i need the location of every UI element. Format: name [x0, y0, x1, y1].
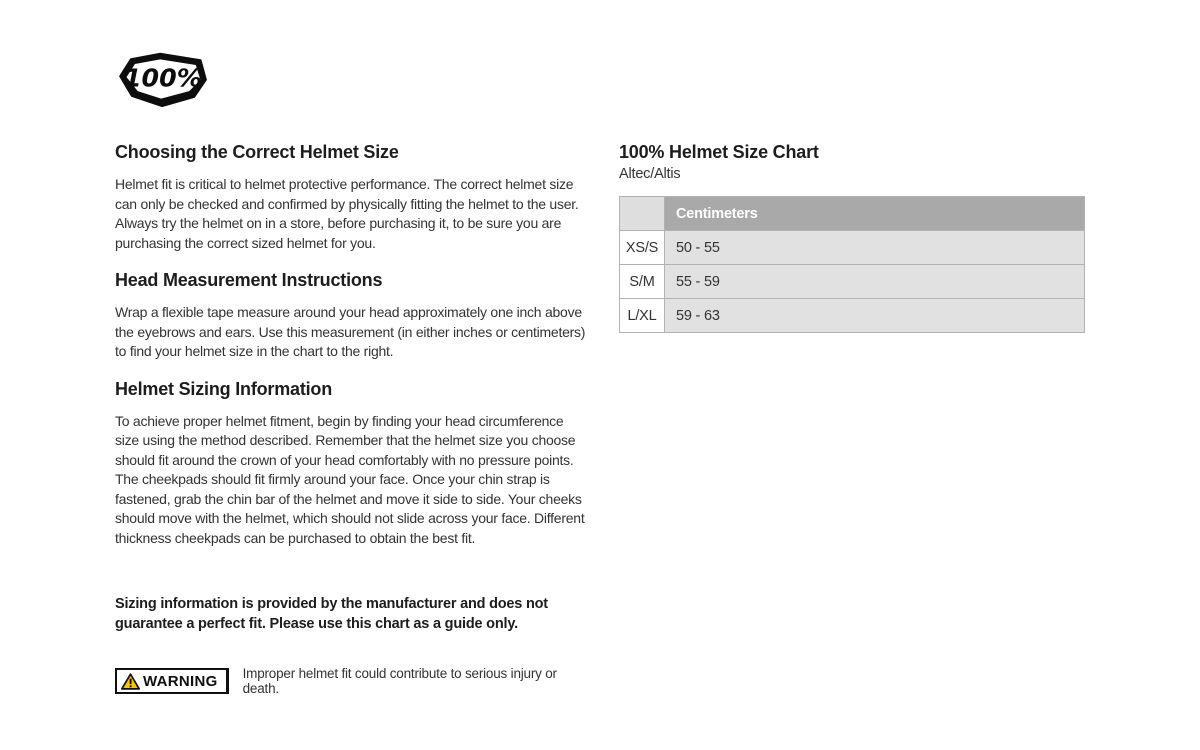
centimeters-value-cell: 59 - 63 — [665, 299, 1085, 333]
brand-logo-100-icon — [115, 50, 211, 108]
table-header-row — [620, 197, 1085, 231]
brand-logo — [115, 50, 1085, 108]
size-chart-header — [620, 197, 1085, 231]
section-sizing-information — [115, 379, 587, 549]
centimeters-column-header: Centimeters — [665, 197, 1085, 231]
section-body-head-measurement: Wrap a flexible tape measure around your head approximately one inch above the eyebrows and ears. Use this measurement (in either inches or centimeters) to find your helmet size in the chart to the right. — [115, 304, 586, 359]
section-heading-head-measurement: Head Measurement Instructions — [115, 270, 383, 290]
table-row — [620, 231, 1085, 265]
size-label-cell: XS/S — [620, 231, 665, 265]
sizing-instructions-column — [115, 142, 587, 696]
warning-triangle-icon — [121, 673, 140, 690]
warning-row — [115, 666, 587, 696]
logo-text: 100% — [123, 63, 203, 93]
centimeters-value-cell: 55 - 59 — [665, 265, 1085, 299]
section-heading-sizing-information: Helmet Sizing Information — [115, 378, 333, 399]
table-row — [620, 265, 1085, 299]
size-chart-column — [619, 142, 1085, 333]
manufacturer-disclaimer: Sizing information is provided by the manufacturer and does not guarantee a perfect fit. Please use this chart as a guide only. — [115, 596, 548, 632]
section-head-measurement — [115, 270, 587, 362]
table-corner-cell — [620, 197, 665, 231]
content-columns — [115, 142, 1085, 696]
size-label-cell: S/M — [620, 265, 665, 299]
size-chart-subtitle: Altec/Altis — [619, 166, 681, 182]
table-row — [620, 299, 1085, 333]
size-chart-body — [620, 231, 1085, 333]
warning-badge — [115, 668, 229, 694]
section-heading-choosing-size: Choosing the Correct Helmet Size — [115, 142, 399, 162]
warning-text: Improper helmet fit could contribute to serious injury or death. — [242, 666, 557, 696]
section-body-sizing-information: To achieve proper helmet fitment, begin by finding your head circumference size using the method described. Remember that the helmet size you choose should fit around the crown of your head comfortably with no pressure points. The cheekpads should fit firmly around your face. Once your chin strap is fastened, grab the chin bar of the helmet and move it side to side. Your cheeks should move with the helmet, which should not slide across your face. Different thickness cheekpads can be purchased to obtain the best fit. — [115, 412, 585, 546]
section-body-choosing-size: Helmet fit is critical to helmet protective performance. The correct helmet size can only be checked and confirmed by physically fitting the helmet to the user. Always try the helmet on in a store, before purchasing it, to be sure you are purchasing the correct sized helmet for you. — [115, 176, 579, 251]
warning-badge-label: WARNING — [143, 672, 218, 690]
section-choosing-size — [115, 142, 587, 253]
centimeters-value-cell: 50 - 55 — [665, 231, 1085, 265]
size-label-cell: L/XL — [620, 299, 665, 333]
size-chart-table — [619, 196, 1085, 333]
size-chart-title: 100% Helmet Size Chart — [619, 142, 819, 162]
